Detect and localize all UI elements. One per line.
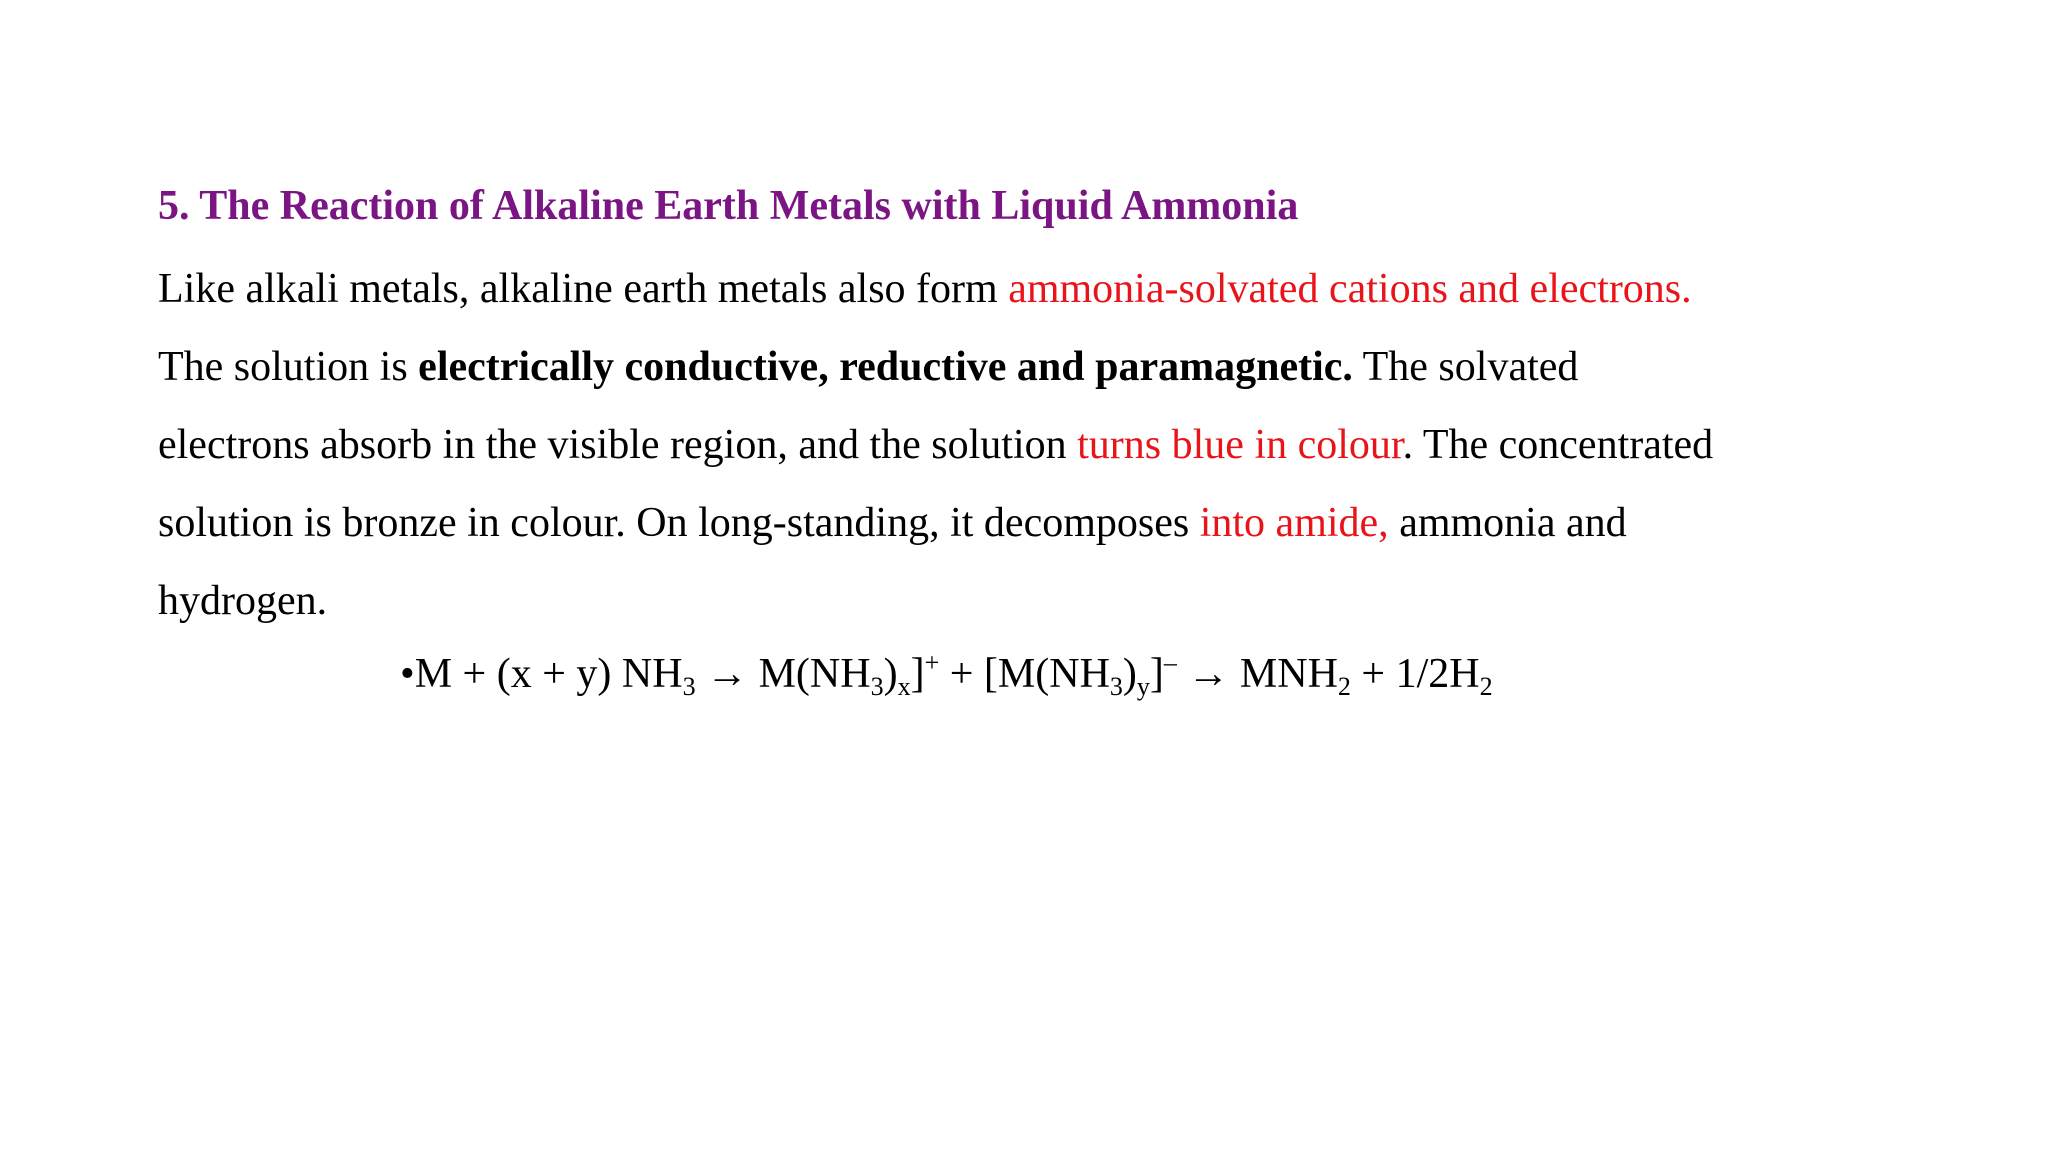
equation-text: → M(NH <box>695 651 871 697</box>
subscript: x <box>897 672 911 701</box>
equation-text: ) <box>1122 651 1137 697</box>
equation-text: → MNH <box>1176 651 1338 697</box>
slide-heading: 5. The Reaction of Alkaline Earth Metals with Liquid Ammonia <box>158 183 1299 229</box>
subscript: 3 <box>870 672 884 701</box>
superscript: – <box>1163 648 1177 677</box>
text-run: electrons absorb in the visible region, and the solution <box>158 422 1078 468</box>
text-run: solution is bronze in colour. On long-standing, it decomposes <box>158 500 1200 546</box>
text-run: . The concentrated <box>1402 422 1714 468</box>
bold-text: electrically conductive, reductive and paramagnetic. <box>418 344 1353 390</box>
equation-text: ] <box>1149 651 1164 697</box>
text-run: The solvated <box>1352 344 1579 390</box>
subscript: 2 <box>1337 672 1351 701</box>
subscript: y <box>1136 672 1150 701</box>
reaction-equation <box>400 644 1493 704</box>
superscript: + <box>924 648 940 677</box>
slide-content <box>158 176 1958 640</box>
equation-text: + [M(NH <box>939 651 1110 697</box>
subscript: 3 <box>1109 672 1123 701</box>
subscript: 2 <box>1479 672 1493 701</box>
paragraph-line-2 <box>158 328 1958 406</box>
text-run: hydrogen. <box>158 578 328 624</box>
paragraph-line-4 <box>158 484 1958 562</box>
subscript: 3 <box>682 672 696 701</box>
paragraph-line-3 <box>158 406 1958 484</box>
equation-text: •M + (x + y) NH <box>400 651 683 697</box>
paragraph-line-5 <box>158 562 1958 640</box>
paragraph-line-1 <box>158 250 1958 328</box>
equation-text: ) <box>883 651 898 697</box>
text-run: The solution is <box>158 344 419 390</box>
text-run: ammonia and <box>1388 500 1627 546</box>
text-run: Like alkali metals, alkaline earth metals also form <box>158 266 1009 312</box>
equation-text: + 1/2H <box>1350 651 1480 697</box>
equation-text: ] <box>910 651 925 697</box>
highlight-text: ammonia-solvated cations and electrons. <box>1008 266 1692 312</box>
highlight-text: into amide, <box>1199 500 1389 546</box>
highlight-text: turns blue in colour <box>1077 422 1403 468</box>
